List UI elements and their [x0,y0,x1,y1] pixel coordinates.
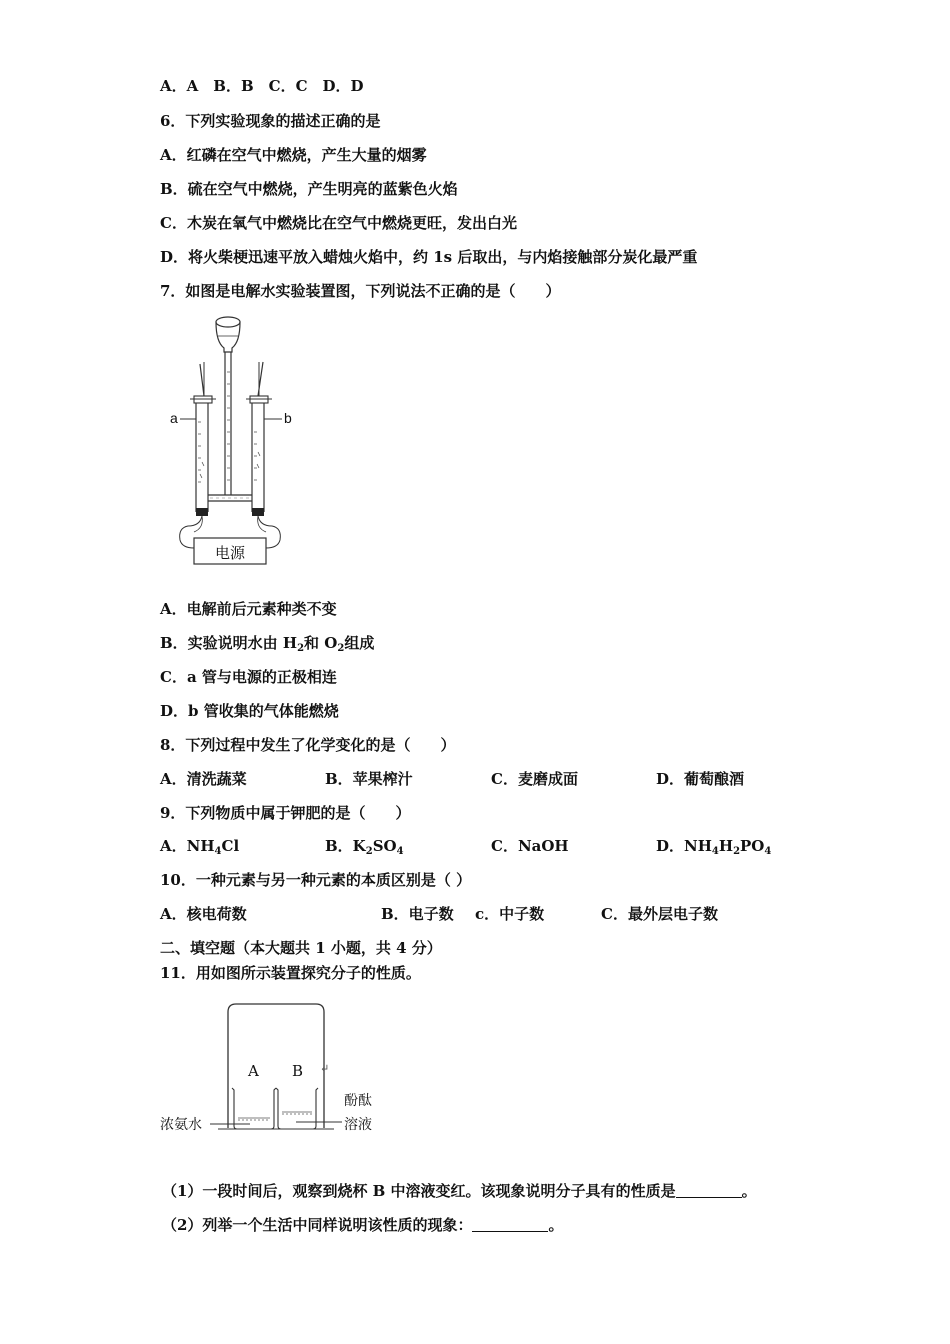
beaker-label-b: B [292,1062,304,1080]
q6-stem: 6．下列实验现象的描述正确的是 [160,112,381,130]
q5-options: A．A B．B C．C D．D [160,77,364,95]
return-mark: ↵ [320,1062,330,1075]
q8-option-a: A．清洗蔬菜 [160,770,247,788]
q11-part-1: （1）一段时间后，观察到烧杯 B 中溶液变红。该现象说明分子具有的性质是 。 [162,1182,757,1200]
q7-option-c: C．a 管与电源的正极相连 [160,668,337,686]
q7-option-a: A．电解前后元素种类不变 [160,600,337,618]
q6-option-a: A．红磷在空气中燃烧，产生大量的烟雾 [160,146,427,164]
q9-option-d: D．$NH_4H_2PO_4$ [656,837,772,857]
q6-option-c: C．木炭在氧气中燃烧比在空气中燃烧更旺，发出白光 [160,214,517,232]
q6-option-b: B．硫在空气中燃烧，产生明亮的蓝紫色火焰 [160,180,458,198]
q7-stem: 7．如图是电解水实验装置图，下列说法不正确的是（ ） [160,282,561,300]
section-heading: 二、填空题（本大题共 1 小题，共 4 分） [160,939,442,957]
phenolphthalein-label: 酚酞 [344,1093,372,1109]
q7-option-b: B．实验说明水由 $H_2$和 $O_2$组成 [160,634,375,654]
q9-stem: 9．下列物质中属于钾肥的是（ ） [160,804,411,822]
q9-option-b: B．$K_2SO_4$ [325,837,404,857]
answer-blank-2[interactable] [472,1231,548,1232]
answer-blank-1[interactable] [676,1197,742,1198]
q8-stem: 8．下列过程中发生了化学变化的是（ ） [160,736,456,754]
q8-option-d: D．葡萄酿酒 [656,770,745,788]
solution-label: 溶液 [344,1117,372,1133]
q10-stem: 10．一种元素与另一种元素的本质区别是（ ） [160,871,472,889]
q10-option-c: C．最外层电子数 [601,905,718,923]
beaker-label-a: A [248,1062,259,1080]
q8-option-c: C．麦磨成面 [491,770,578,788]
q10-option-c-lower: c．中子数 [475,905,545,923]
q6-option-d: D．将火柴梗迅速平放入蜡烛火焰中，约 1s 后取出，与内焰接触部分炭化最严重 [160,248,698,266]
molecule-figure [158,998,388,1143]
q9-option-a: A．$NH_4Cl$ [160,837,240,857]
q11-stem: 11．用如图所示装置探究分子的性质。 [160,964,421,982]
q10-option-b: B．电子数 [381,905,454,923]
power-source-label: 电源 [214,544,245,562]
q11-part-2: （2）列举一个生活中同样说明该性质的现象： 。 [162,1216,564,1234]
q10-option-a: A．核电荷数 [160,905,247,923]
q8-option-b: B．苹果榨汁 [325,770,413,788]
q7-option-d: D．b 管收集的气体能燃烧 [160,702,339,720]
tube-label-b: b [284,410,292,426]
electrolysis-figure [160,312,310,572]
ammonia-label: 浓氨水 [160,1117,202,1133]
tube-label-a: a [170,410,178,426]
q9-option-c: C．NaOH [491,837,569,855]
